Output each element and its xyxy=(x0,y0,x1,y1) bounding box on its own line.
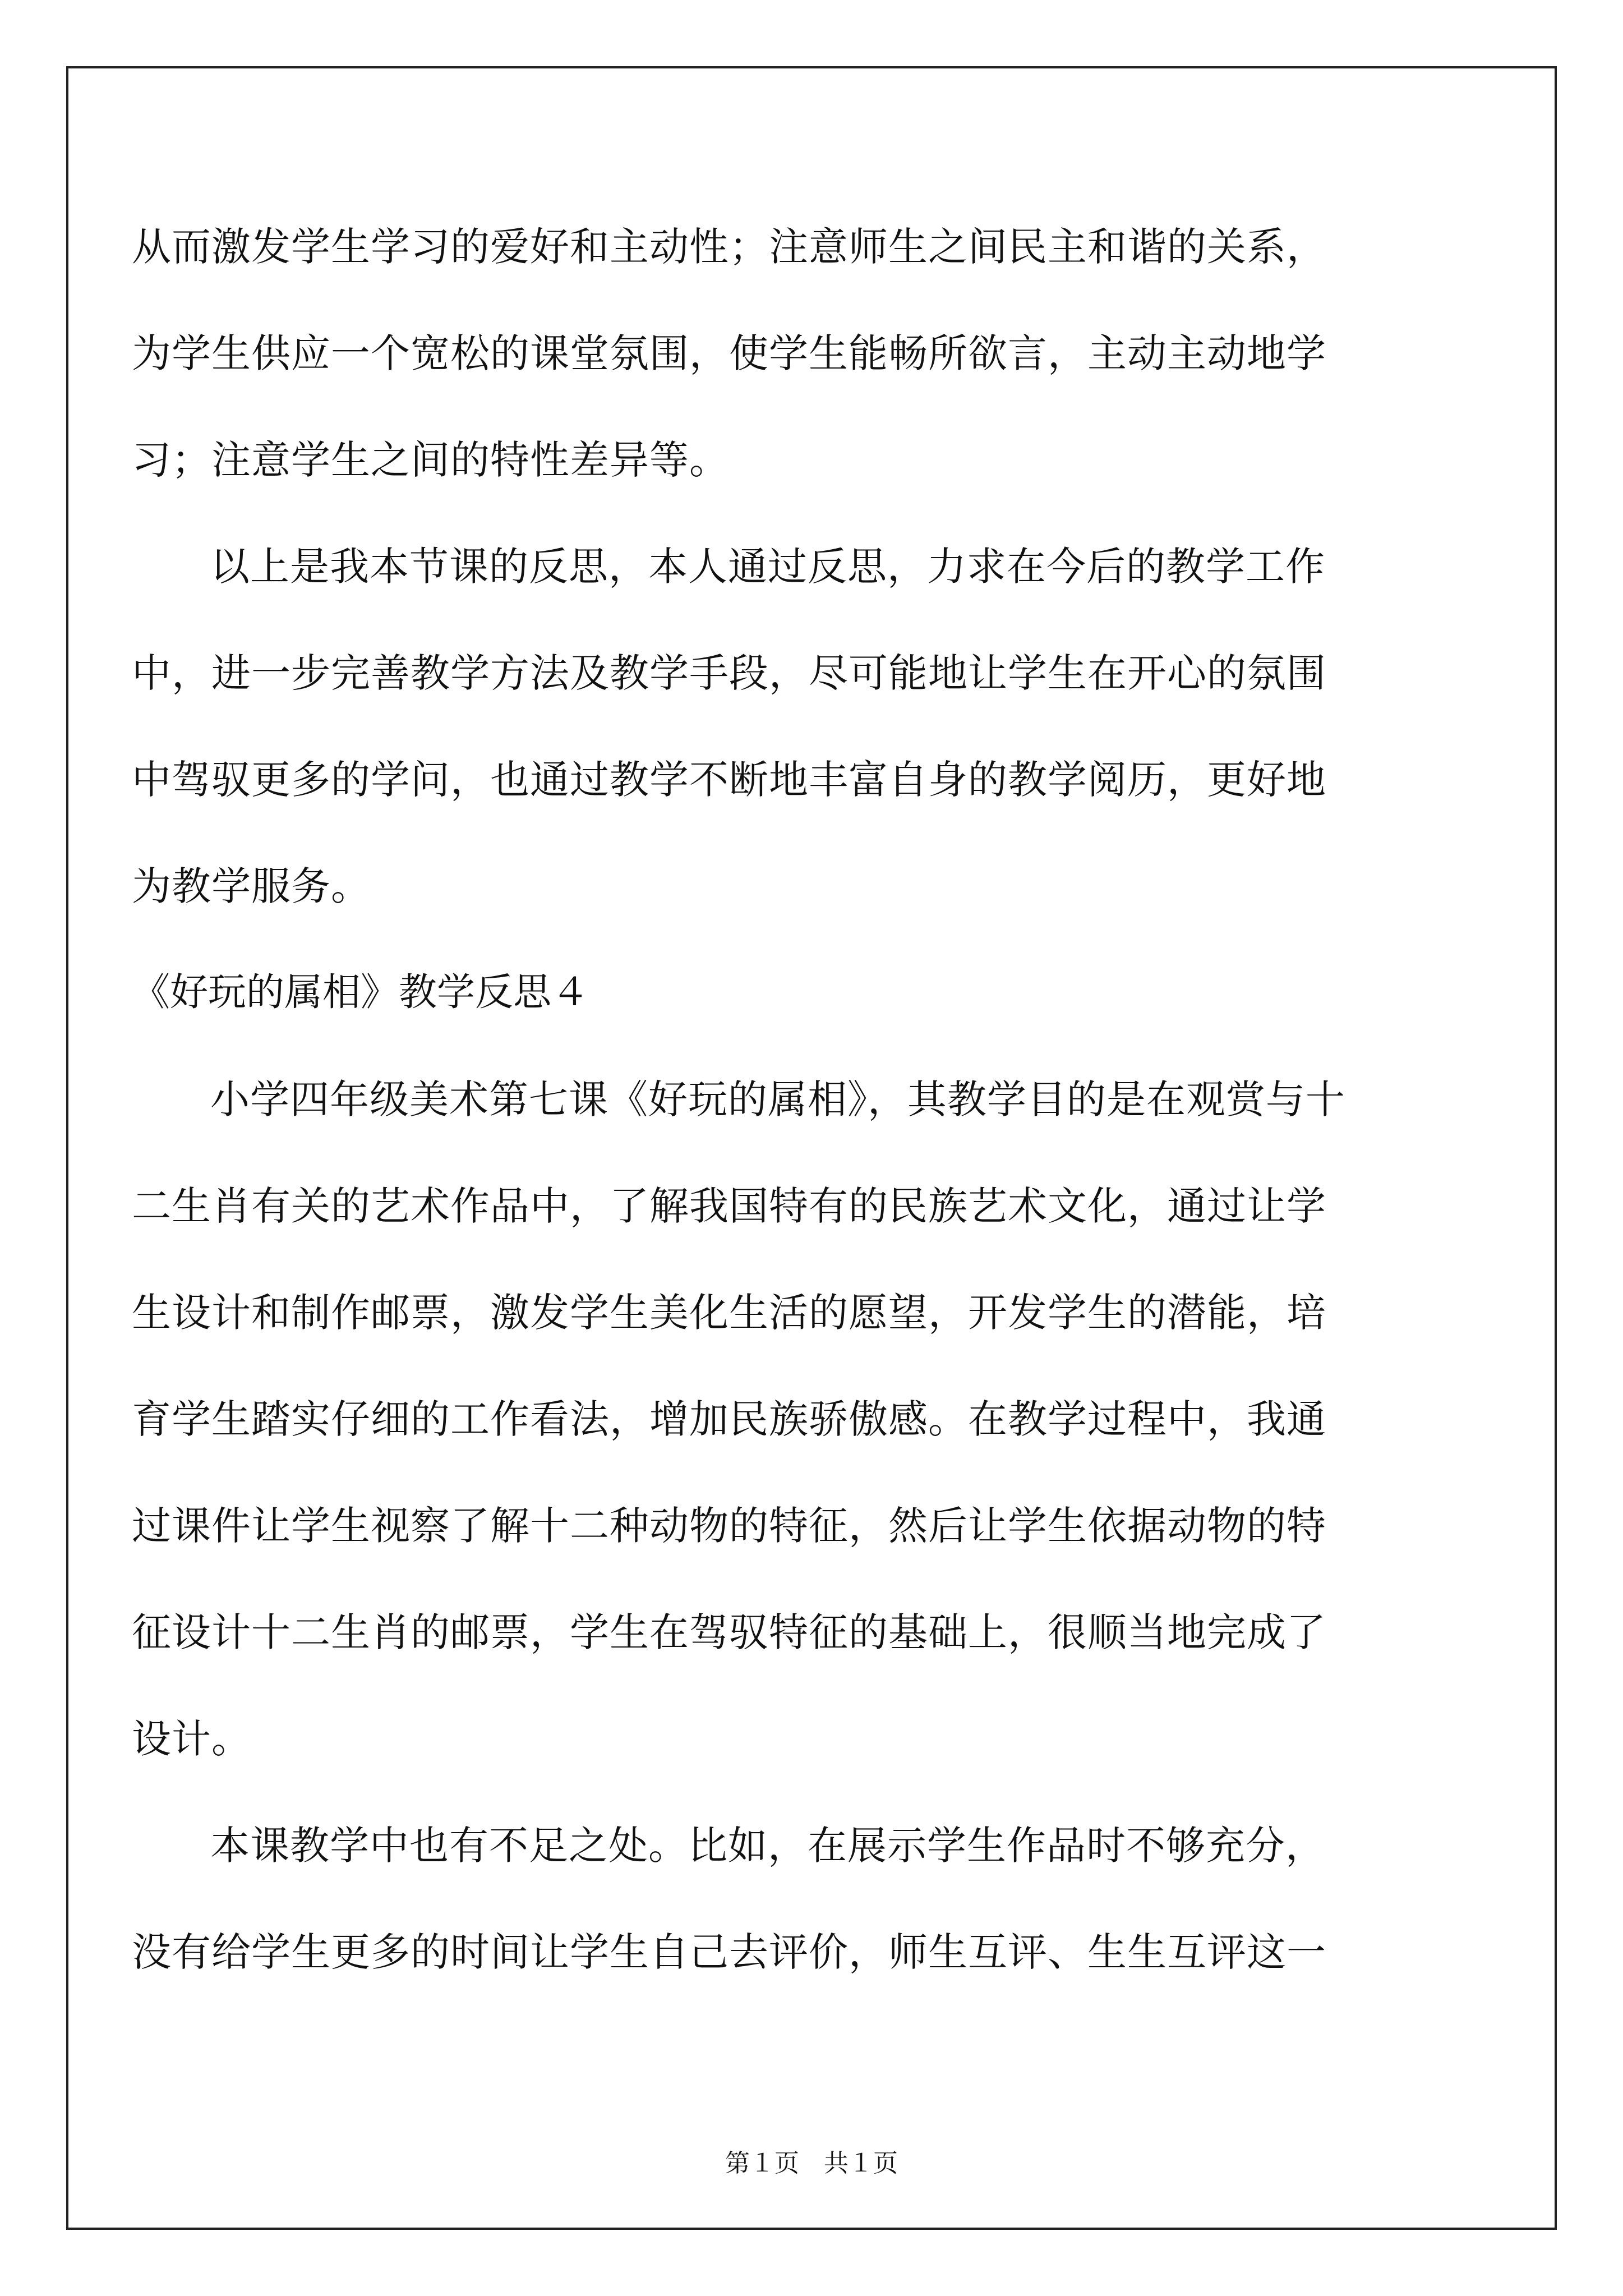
paragraph-line: 习；注意学生之间的特性差异等。 xyxy=(132,437,729,483)
paragraph-line: 过课件让学生视察了解十二种动物的特征，然后让学生依据动物的特 xyxy=(132,1503,1326,1549)
paragraph-line: 小学四年级美术第七课《好玩的属相》，其教学目的是在观赏与十 xyxy=(210,1076,1345,1122)
paragraph-line: 二生肖有关的艺术作品中，了解我国特有的民族艺术文化，通过让学 xyxy=(132,1183,1326,1229)
document-body xyxy=(132,194,1447,2005)
paragraph-line: 中，进一步完善教学方法及教学手段，尽可能地让学生在开心的氛围 xyxy=(132,650,1326,696)
paragraph-line: 征设计十二生肖的邮票，学生在驾驭特征的基础上，很顺当地完成了 xyxy=(132,1609,1326,1655)
paragraph-line: 为学生供应一个宽松的课堂氛围，使学生能畅所欲言，主动主动地学 xyxy=(132,330,1326,376)
page-number-footer: 第１页 共１页 xyxy=(725,2149,898,2178)
paragraph-line: 从而激发学生学习的爱好和主动性；注意师生之间民主和谐的关系， xyxy=(132,224,1326,270)
paragraph-line: 本课教学中也有不足之处。比如，在展示学生作品时不够充分， xyxy=(210,1823,1325,1869)
paragraph-line: 设计。 xyxy=(132,1716,251,1762)
paragraph-line: 育学生踏实仔细的工作看法，增加民族骄傲感。在教学过程中，我通 xyxy=(132,1396,1326,1442)
paragraph-line: 中驾驭更多的学问，也通过教学不断地丰富自身的教学阅历，更好地 xyxy=(132,757,1326,803)
section-heading: 《好玩的属相》教学反思４ xyxy=(132,970,590,1015)
paragraph-line: 没有给学生更多的时间让学生自己去评价，师生互评、生生互评这一 xyxy=(132,1929,1326,1975)
paragraph-line: 以上是我本节课的反思，本人通过反思，力求在今后的教学工作 xyxy=(210,544,1325,590)
paragraph-line: 为教学服务。 xyxy=(132,863,371,909)
paragraph-line: 生设计和制作邮票，激发学生美化生活的愿望，开发学生的潜能，培 xyxy=(132,1290,1326,1336)
